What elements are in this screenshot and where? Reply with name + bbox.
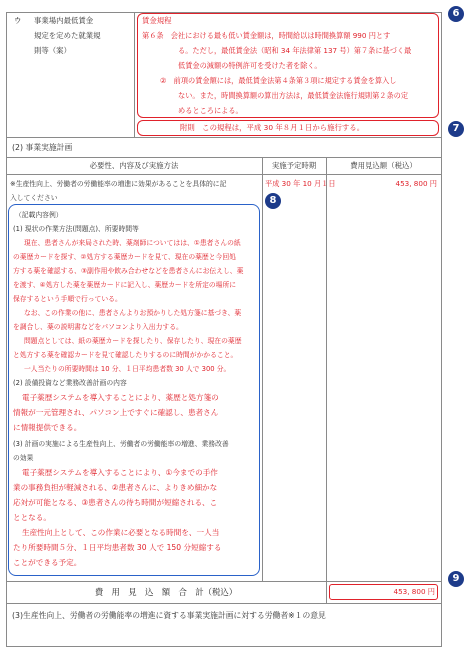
para3-line-5: 生産性向上として、この作業に必要となる時間を、一人当	[22, 528, 220, 537]
article6-line-6: めるところによる。	[178, 106, 243, 115]
rule-item-divider	[134, 12, 135, 137]
schedule-date: 平成 30 年 10 月１日	[265, 179, 336, 188]
total-amount: 453, 800 円	[393, 587, 435, 596]
article6-line-5: ない。また，時間換算額の算出方法は，最低賃金法施行規則第２条の定	[178, 91, 409, 100]
para1-line-9: と処方する薬を確認カードを見て確認したりするのに時間がかかること。	[13, 351, 238, 359]
section2-title: (2) 事業実施計画	[12, 143, 73, 152]
rule-total-top	[6, 581, 442, 582]
badge-9: 9	[448, 571, 464, 587]
item-label-line-1: 事業場内最低賃金	[34, 16, 94, 25]
rule-header-bottom	[6, 174, 442, 175]
para3-line-6: たり所要時間５分、１日平均患者数 30 人で 150 分短縮する	[13, 543, 222, 552]
supplement-text: 附則 この規程は，平成 30 年８月１日から施行する。	[180, 123, 365, 132]
para1-line-2: の薬歴カードを探す、②処方する薬歴カードを見て、現在の薬歴と今回処	[13, 253, 236, 261]
para2-line-3: に情報提供できる。	[13, 423, 82, 432]
heading-1: (1) 現状の作業方法(問題点)、所要時間等	[13, 225, 139, 233]
para1-line-7: を調合し、薬の説明書などをパソコンより入出力する。	[13, 323, 183, 331]
para1-line-10: 一人当たりの所要時間は 10 分、１日平均患者数 30 人で 300 分。	[24, 365, 231, 373]
para3-line-7: ことができる予定。	[13, 558, 82, 567]
para1-line-8: 問題点としては、紙の薬歴カードを探したり、保存したり、現在の薬歴	[24, 337, 242, 345]
heading-2: (2) 設備投資など業務改善計画の内容	[13, 379, 127, 387]
rule-right	[441, 12, 442, 646]
heading-3-line-1: (3) 計画の実施による生産性向上、労働者の労働能率の増進、業務改善	[13, 440, 229, 448]
total-label: 費 用 見 込 額 合 計（税込）	[94, 587, 238, 597]
item-label-line-3: 則等（案）	[34, 46, 71, 55]
rule-total-bottom	[6, 603, 442, 604]
header-cost: 費用見込額（税込）	[350, 161, 417, 170]
example-label: （記載内容例）	[15, 211, 63, 219]
para3-line-3: 応対が可能となる、③患者さんの待ち時間が短縮される、こ	[13, 498, 218, 507]
badge-6: 6	[448, 6, 464, 22]
heading-3-line-2: の効果	[13, 454, 34, 462]
header-schedule: 実施予定時期	[271, 161, 317, 170]
article6-line-3: 低賃金の減額の特例許可を受けた者を除く。	[178, 61, 322, 70]
para1-line-6: なお、この作業の他に、患者さんよりお預かりした処方箋に基づき、薬	[24, 309, 242, 317]
para3-line-1: 電子薬歴システムを導入することにより、①今までの手作	[22, 468, 218, 477]
item-marker: ウ	[14, 16, 22, 25]
para1-line-1: 現在、患者さんが来局された時、薬剤師についてはは、①患者さんの紙	[24, 239, 241, 247]
article6-line-4: ② 前項の賃金額には，最低賃金法第４条第３項に規定する賃金を算入し	[160, 76, 397, 85]
rule-total-divider	[326, 581, 327, 603]
note-line-1: ※生産性向上、労働者の労働能率の増進に効果があることを具体的に記	[10, 180, 227, 188]
para1-line-5: 保存するという手順で行っている。	[13, 295, 122, 303]
article6-line-1: 第６条 会社における最も低い賃金額は，時間給以は時間換算額 990 円とす	[142, 31, 391, 40]
rule-col-2	[326, 157, 327, 581]
para3-line-2: 業の事務負担が軽減される、②患者さんに、よりきめ細かな	[13, 483, 218, 492]
wage-rule-title: 賃金規程	[142, 16, 172, 25]
para2-line-2: 情報が一元管理され、パソコン上ですぐに確認し、患者さん	[13, 408, 219, 417]
para2-line-1: 電子薬歴システムを導入することにより、薬歴と処方箋の	[22, 393, 219, 402]
para1-line-3: 方する薬を確認する、③副作用や飲み合わせなどを患者さんにお伝えし、薬	[13, 267, 244, 275]
rule-col-1	[262, 157, 263, 581]
para3-line-4: ととなる。	[13, 513, 51, 522]
badge-7: 7	[448, 121, 464, 137]
cost-amount: 453, 800 円	[395, 179, 437, 188]
item-label-line-2: 規定を定めた就業規	[34, 31, 101, 40]
badge-8: 8	[265, 193, 281, 209]
rule-bottom	[6, 646, 442, 647]
section3-title: (3)生産性向上、労働者の労働能率の増進に資する事業実施計画に対する労働者※１の意見	[12, 611, 326, 620]
header-method: 必要性、内容及び実施方法	[89, 161, 179, 170]
rule-left	[6, 12, 7, 646]
note-line-2: 入してください	[10, 194, 58, 202]
rule-top-table-bottom	[6, 137, 442, 138]
article6-line-2: る。ただし，最低賃金法（昭和 34 年法律第 137 号）第７条に基づく最	[178, 46, 412, 55]
para1-line-4: を渡す、④処方した薬を薬歴カードに記入し、薬歴カードを所定の場所に	[13, 281, 237, 289]
